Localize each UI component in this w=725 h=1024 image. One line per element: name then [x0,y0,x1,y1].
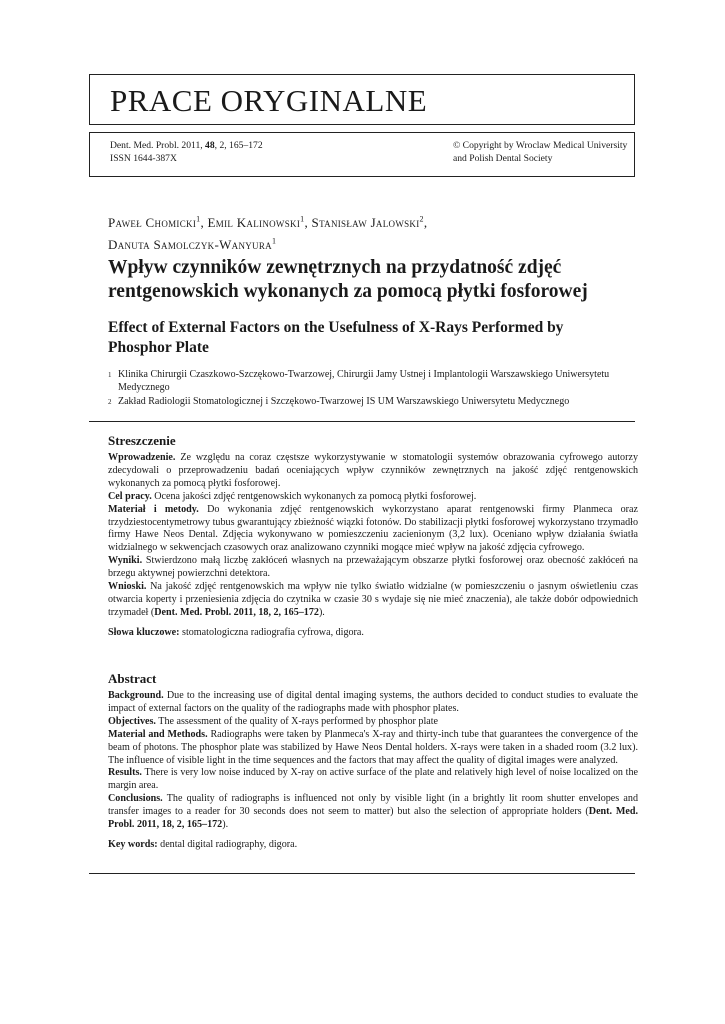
title-english: Effect of External Factors on the Usefulness of X-Rays Performed by Phosphor Plate [108,319,564,356]
affiliation-number: 2 [108,398,112,406]
citation-line [110,139,263,152]
abstract-background: Background. Due to the increasing use of digital dental imaging systems, the authors decided to conduct studies to evaluate the impact of external factors on the quality of the radiographs made with phosphor plates. [108,690,638,714]
streszczenie-cel: Cel pracy. Ocena jakości zdjęć rentgenowskich wykonanych za pomocą płytki fosforowej. [108,490,477,502]
section-title: PRACE ORYGINALNE [110,83,428,118]
author: Stanisław Jalowski$^2$, [311,215,428,231]
title-polish: Wpływ czynników zewnętrznych na przydatność zdjęć rentgenowskich wykonanych za pomocą płytki fosforowej [108,257,588,302]
streszczenie-wnioski: Wnioski. Na jakość zdjęć rentgenowskich ma wpływ nie tylko światło widzialne (w pomieszczeniu o jasnym oświetleniu czas otwarcia koperty i przeniesienia zdjęcia do czytnika w czasie 30 s wydaje się nie mieć znaczenia), ale także dobór odpowiednich trzymadeł (Dent. Med. Probl. 2011, 18, 2, 165–172). [108,581,638,618]
abstract-body [108,690,638,852]
citation-block [110,139,263,165]
affiliation-number: 1 [108,371,112,379]
abstract-methods: Material and Methods. Radiographs were taken by Planmeca's X-ray and thirty-inch tube that guarantees the convergence of the beam of photons. The phosphor plate was stabilized by Hawe Neos Dental holders. X-rays were taken in a shaded room (3.2 lux). The influence of visible light in the time sequences and the factors that may affect the quality of digital images were analyzed. [108,728,638,766]
affiliation-text: Klinika Chirurgii Czaszkowo-Szczękowo-Twarzowej, Chirurgii Jamy Ustnej i Implantologii Warszawskiego Uniwersytetu Medycznego [118,369,610,393]
abstract-objectives: Objectives. The assessment of the quality of X-rays performed by phosphor plate [108,715,439,727]
section-title-box [89,74,635,125]
streszczenie-heading: Streszczenie [108,433,176,448]
divider-bottom [89,873,635,874]
streszczenie-keywords: Słowa kluczowe: stomatologiczna radiografia cyfrowa, digora. [108,626,364,638]
affiliation-1 [108,369,638,394]
abstract-conclusions: Conclusions. The quality of radiographs is influenced not only by visible light (in a brightly lit room shutter envelopes and transfer images to a reader for 30 seconds does not seem to matter) but also the selection of appropriate holders (Dent. Med. Probl. 2011, 18, 2, 165–172). [108,793,638,831]
abstract-keywords: Key words: dental digital radiography, digora. [108,838,298,850]
author: Paweł Chomicki$^1$, [108,215,208,231]
copyright-line-2: and Polish Dental Society [453,153,553,164]
abstract-results: Results. There is very low noise induced by X-ray on active surface of the plate and relatively high level of noise localized on the margin area. [108,767,639,792]
author: Emil Kalinowski$^1$, [207,215,312,231]
streszczenie-material: Materiał i metody. Do wykonania zdjęć rentgenowskich wykorzystano aparat rentgenowski firmy Planmeca oraz trzydziestocentymetrowy tubus gwarantujący zbieżność wiązki fotonów. Do stabilizacji płytki fosforowej wykorzystano trzymadło firmy Hawe Neos Dental. Zdjęcia wykonywano w pomieszczeniu zacienionym (3,2 lux). Oceniano wpływ działania światła widzialnego w sekwencjach czasowych oraz analizowano czynniki mogące mieć wpływ na jakość zdjęcia cyfrowego. [108,503,638,554]
citation-suffix: , 2, 165–172 [214,140,263,151]
streszczenie-wyniki: Wyniki. Stwierdzono małą liczbę zakłóceń własnych na przeważającym obszarze płytki fosforowej oraz obecność zakłóceń na brzegu aktywnej powierzchni detektora. [108,555,638,580]
affiliation-text: Zakład Radiologii Stomatologicznej i Szczękowo-Twarzowej IS UM Warszawskiego Uniwersytetu Medycznego [118,396,570,407]
journal-meta-box [89,132,635,177]
affiliation-2 [108,396,638,409]
divider-top [89,421,635,422]
streszczenie-body [108,452,638,640]
authors [108,211,628,254]
copyright-line-1: © Copyright by Wroclaw Medical University [453,140,628,151]
author: Danuta Samolczyk-Wanyura$^1$ [108,236,277,252]
citation-prefix: Dent. Med. Probl. 2011, [110,140,206,151]
copyright-block [453,139,627,165]
streszczenie-wprowadzenie: Wprowadzenie. Ze względu na coraz częstsze wykorzystywanie w stomatologii systemów obrazowania cyfrowego autorzy zdecydowali o przeprowadzeniu badań oceniających wpływ czynników zewnętrznych na jakość zdjęć rentgenowskich wykonanych za pomocą płytki fosforowej. [108,452,638,489]
citation-volume: 48 [205,140,215,151]
issn: ISSN 1644-387X [110,153,177,164]
abstract-heading: Abstract [108,671,157,686]
